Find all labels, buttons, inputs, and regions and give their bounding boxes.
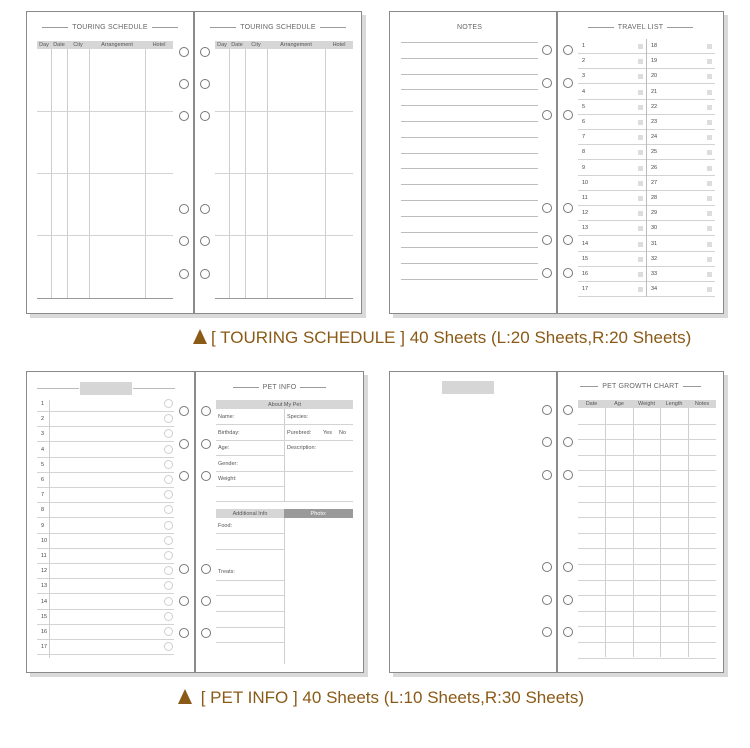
- checkbox-square: [638, 196, 643, 201]
- row-number: 15: [41, 613, 48, 620]
- row-number: 18: [651, 43, 658, 49]
- row-number: 5: [41, 461, 45, 468]
- about-header: About My Pet: [267, 401, 302, 408]
- ruled-line: [401, 247, 538, 248]
- checkbox-circle: [164, 581, 173, 590]
- ruled-line: [578, 642, 716, 643]
- pet-info-page: [195, 371, 364, 673]
- ruled-line: [37, 593, 174, 594]
- pet-info-title: PET INFO: [196, 384, 363, 391]
- row-number: 32: [651, 255, 658, 262]
- ruled-line: [401, 279, 538, 280]
- binder-hole: [563, 627, 573, 637]
- row-number: 1: [582, 43, 586, 49]
- binder-hole: [179, 79, 189, 89]
- checkbox-circle: [164, 642, 173, 651]
- row-number: 17: [582, 286, 589, 293]
- row-number: 15: [582, 255, 589, 262]
- checkbox-circle: [164, 505, 173, 514]
- ruled-line: [578, 439, 716, 440]
- checkbox-square: [638, 166, 643, 171]
- binder-hole: [200, 236, 210, 246]
- binder-hole: [563, 437, 573, 447]
- row-number: 16: [582, 271, 589, 277]
- checkbox-square: [707, 44, 712, 49]
- ruled-line: [578, 486, 716, 487]
- binder-hole: [201, 596, 211, 606]
- ruled-line: [578, 470, 716, 471]
- checkbox-square: [638, 90, 643, 95]
- checkbox-square: [638, 74, 643, 79]
- pet-info-spread: [26, 371, 364, 673]
- binder-hole: [200, 111, 210, 121]
- binder-hole: [563, 78, 573, 88]
- row-number: 13: [41, 583, 48, 590]
- binder-hole: [179, 596, 189, 606]
- ruled-line: [401, 153, 538, 154]
- touring-right-page: [194, 11, 362, 314]
- checkbox-circle: [164, 536, 173, 545]
- row-number: 29: [651, 210, 658, 217]
- row-number: 34: [651, 286, 658, 293]
- notes-travel-spread: [389, 11, 724, 314]
- checkbox-circle: [164, 597, 173, 606]
- yes-label: Yes: [323, 430, 332, 436]
- row-number: 7: [41, 492, 45, 499]
- row-number: 7: [582, 134, 586, 141]
- binder-hole: [179, 204, 189, 214]
- checkbox-square: [707, 59, 712, 64]
- binder-hole: [563, 203, 573, 213]
- row-number: 2: [582, 58, 586, 65]
- binder-hole: [179, 47, 189, 57]
- binder-hole: [563, 470, 573, 480]
- row-number: 12: [41, 568, 48, 575]
- binder-hole: [563, 268, 573, 278]
- row-number: 8: [41, 507, 45, 514]
- binder-hole: [542, 110, 552, 120]
- checkbox-square: [638, 257, 643, 262]
- description-label: Description:: [287, 445, 317, 451]
- binder-hole: [563, 595, 573, 605]
- row-number: 28: [651, 195, 658, 201]
- checkbox-circle: [164, 551, 173, 560]
- checkbox-square: [707, 242, 712, 247]
- checkbox-square: [638, 211, 643, 216]
- row-number: 10: [582, 179, 589, 186]
- ruled-line: [37, 578, 174, 579]
- weight-label: Weight:: [218, 476, 237, 482]
- row-number: 4: [41, 446, 45, 453]
- ruled-line: [578, 564, 716, 565]
- checkbox-circle: [164, 429, 173, 438]
- birthday-label: Birthday:: [218, 430, 240, 436]
- additional-info-header: Additional Info: [232, 510, 268, 517]
- ruled-line: [37, 624, 174, 625]
- checkbox-circle: [164, 566, 173, 575]
- checkbox-circle: [164, 399, 173, 408]
- touring-right-header: Day Date City Arrangement Hotel: [215, 41, 353, 49]
- row-number: 26: [651, 164, 658, 171]
- binder-hole: [542, 437, 552, 447]
- checkbox-square: [638, 272, 643, 277]
- binder-hole: [179, 439, 189, 449]
- name-label: Name:: [218, 414, 235, 420]
- binder-hole: [201, 439, 211, 449]
- ruled-line: [37, 426, 174, 427]
- binder-hole: [200, 79, 210, 89]
- checkbox-square: [638, 150, 643, 155]
- ruled-line: [401, 89, 538, 90]
- row-number: 11: [41, 553, 47, 559]
- ruled-line: [578, 424, 716, 425]
- checkbox-square: [707, 272, 712, 277]
- ruled-line: [578, 580, 716, 581]
- species-label: Species:: [287, 414, 309, 420]
- row-number: 2: [41, 416, 45, 423]
- row-number: 3: [41, 431, 45, 438]
- photo-header: Photo:: [310, 510, 327, 517]
- touring-left-title: TOURING SCHEDULE: [27, 24, 193, 31]
- checkbox-square: [707, 74, 712, 79]
- row-number: 20: [651, 73, 658, 80]
- binder-hole: [542, 595, 552, 605]
- touring-right-title: TOURING SCHEDULE: [195, 24, 361, 31]
- binder-hole: [201, 471, 211, 481]
- checkbox-square: [707, 150, 712, 155]
- binder-hole: [200, 47, 210, 57]
- triangle-icon: [178, 689, 192, 704]
- row-number: 33: [651, 271, 658, 277]
- row-number: 13: [582, 225, 589, 232]
- touring-left-page: [26, 11, 194, 314]
- ruled-line: [401, 105, 538, 106]
- ruled-line: [401, 137, 538, 138]
- food-label: Food:: [218, 523, 233, 529]
- row-number: 30: [651, 225, 658, 232]
- touring-left-header: Day Date City Arrangement Hotel: [37, 41, 173, 49]
- ruled-line: [578, 502, 716, 503]
- binder-hole: [563, 235, 573, 245]
- ruled-line: [401, 121, 538, 122]
- row-number: 16: [41, 629, 48, 635]
- checkbox-circle: [164, 475, 173, 484]
- checkbox-square: [707, 105, 712, 110]
- blank-left-page: [389, 371, 557, 673]
- triangle-icon: [193, 329, 207, 344]
- checkbox-circle: [164, 460, 173, 469]
- ruled-line: [578, 533, 716, 534]
- travel-list-title: TRAVEL LIST: [558, 24, 723, 31]
- ruled-line: [37, 609, 174, 610]
- ruled-line: [401, 42, 538, 43]
- checkbox-square: [707, 211, 712, 216]
- ruled-line: [401, 168, 538, 169]
- checkbox-square: [707, 166, 712, 171]
- ruled-line: [578, 595, 716, 596]
- binder-hole: [179, 111, 189, 121]
- binder-hole: [200, 269, 210, 279]
- checkbox-square: [707, 90, 712, 95]
- row-number: 9: [582, 164, 586, 171]
- checkbox-square: [707, 257, 712, 262]
- checkbox-circle: [164, 521, 173, 530]
- ruled-line: [37, 472, 174, 473]
- row-number: 10: [41, 537, 48, 544]
- age-label: Age:: [218, 445, 230, 451]
- row-number: 31: [651, 240, 658, 247]
- binder-hole: [542, 78, 552, 88]
- ruled-line: [578, 455, 716, 456]
- row-number: 14: [41, 598, 48, 605]
- checkbox-square: [638, 105, 643, 110]
- checkbox-square: [638, 135, 643, 140]
- binder-hole: [542, 627, 552, 637]
- binder-hole: [563, 405, 573, 415]
- binder-hole: [542, 203, 552, 213]
- treats-label: Treats:: [218, 569, 235, 575]
- row-number: 27: [651, 179, 658, 186]
- pet-growth-spread: [389, 371, 724, 673]
- binder-hole: [563, 110, 573, 120]
- binder-hole: [179, 236, 189, 246]
- row-number: 17: [41, 644, 48, 651]
- row-number: 14: [582, 240, 589, 247]
- ruled-line: [37, 502, 174, 503]
- ruled-line: [401, 74, 538, 75]
- row-number: 9: [41, 522, 45, 529]
- binder-hole: [563, 45, 573, 55]
- binder-hole: [542, 268, 552, 278]
- binder-hole: [179, 628, 189, 638]
- row-number: 22: [651, 103, 658, 110]
- binder-hole: [542, 235, 552, 245]
- ruled-line: [37, 411, 174, 412]
- row-number: 8: [582, 149, 586, 156]
- binder-hole: [179, 269, 189, 279]
- touring-schedule-spread: [26, 11, 362, 314]
- ruled-line: [37, 487, 174, 488]
- binder-hole: [563, 562, 573, 572]
- ruled-line: [37, 639, 174, 640]
- row-number: 12: [582, 210, 589, 217]
- ruled-line: [37, 441, 174, 442]
- travel-list-page: [557, 11, 724, 314]
- purebred-label: Purebred:: [287, 430, 312, 436]
- notes-page: [389, 11, 557, 314]
- ruled-line: [578, 658, 716, 659]
- checkbox-circle: [164, 627, 173, 636]
- ruled-line: [37, 548, 174, 549]
- no-label: No: [339, 430, 347, 436]
- binder-hole: [542, 405, 552, 415]
- row-number: 24: [651, 134, 658, 141]
- caption-touring: [ TOURING SCHEDULE ] 40 Sheets (L:20 Sheets,R:20 Sheets): [193, 328, 691, 348]
- ruled-line: [401, 232, 538, 233]
- pet-growth-header: Date Age Weight Length Notes: [578, 400, 716, 408]
- binder-hole: [542, 470, 552, 480]
- checkbox-circle: [164, 612, 173, 621]
- checkbox-square: [638, 181, 643, 186]
- pet-growth-title: PET GROWTH CHART: [558, 383, 723, 390]
- checkbox-square: [707, 287, 712, 292]
- row-number: 5: [582, 103, 586, 110]
- notes-title: NOTES: [457, 24, 483, 31]
- checkbox-square: [707, 196, 712, 201]
- binder-hole: [542, 45, 552, 55]
- ruled-line: [578, 611, 716, 612]
- checkbox-square: [707, 135, 712, 140]
- row-number: 25: [651, 149, 658, 156]
- checkbox-square: [638, 242, 643, 247]
- checkbox-square: [638, 226, 643, 231]
- row-number: 21: [651, 88, 658, 95]
- ruled-line: [578, 626, 716, 627]
- row-number: 11: [582, 195, 588, 201]
- row-number: 6: [582, 119, 586, 125]
- checkbox-square: [707, 226, 712, 231]
- row-number: 4: [582, 88, 586, 95]
- binder-hole: [179, 564, 189, 574]
- ruled-line: [401, 58, 538, 59]
- ruled-line: [37, 533, 174, 534]
- ruled-line: [37, 517, 174, 518]
- checkbox-circle: [164, 445, 173, 454]
- row-number: 1: [41, 401, 45, 407]
- row-number: 23: [651, 119, 658, 125]
- binder-hole: [201, 628, 211, 638]
- ruled-line: [578, 548, 716, 549]
- gender-label: Gender:: [218, 461, 238, 467]
- binder-hole: [179, 471, 189, 481]
- checkbox-square: [707, 181, 712, 186]
- ruled-line: [401, 184, 538, 185]
- checkbox-square: [638, 287, 643, 292]
- binder-hole: [542, 562, 552, 572]
- checkbox-circle: [164, 490, 173, 499]
- row-number: 3: [582, 73, 586, 80]
- binder-hole: [179, 406, 189, 416]
- checkbox-circle: [164, 414, 173, 423]
- ruled-line: [37, 654, 174, 655]
- numbered-list-page: [26, 371, 195, 673]
- ruled-line: [37, 563, 174, 564]
- checkbox-square: [638, 44, 643, 49]
- checkbox-square: [707, 120, 712, 125]
- checkbox-square: [638, 120, 643, 125]
- ruled-line: [37, 457, 174, 458]
- checkbox-square: [638, 59, 643, 64]
- ruled-line: [578, 517, 716, 518]
- ruled-line: [401, 216, 538, 217]
- binder-hole: [200, 204, 210, 214]
- ruled-line: [401, 200, 538, 201]
- row-number: 6: [41, 477, 45, 483]
- column-divider: [49, 400, 50, 658]
- ruled-line: [401, 263, 538, 264]
- binder-hole: [201, 564, 211, 574]
- row-number: 19: [651, 58, 658, 65]
- binder-hole: [201, 406, 211, 416]
- pet-growth-page: [557, 371, 724, 673]
- caption-pet-info: [ PET INFO ] 40 Sheets (L:10 Sheets,R:30 Sheets): [178, 688, 584, 708]
